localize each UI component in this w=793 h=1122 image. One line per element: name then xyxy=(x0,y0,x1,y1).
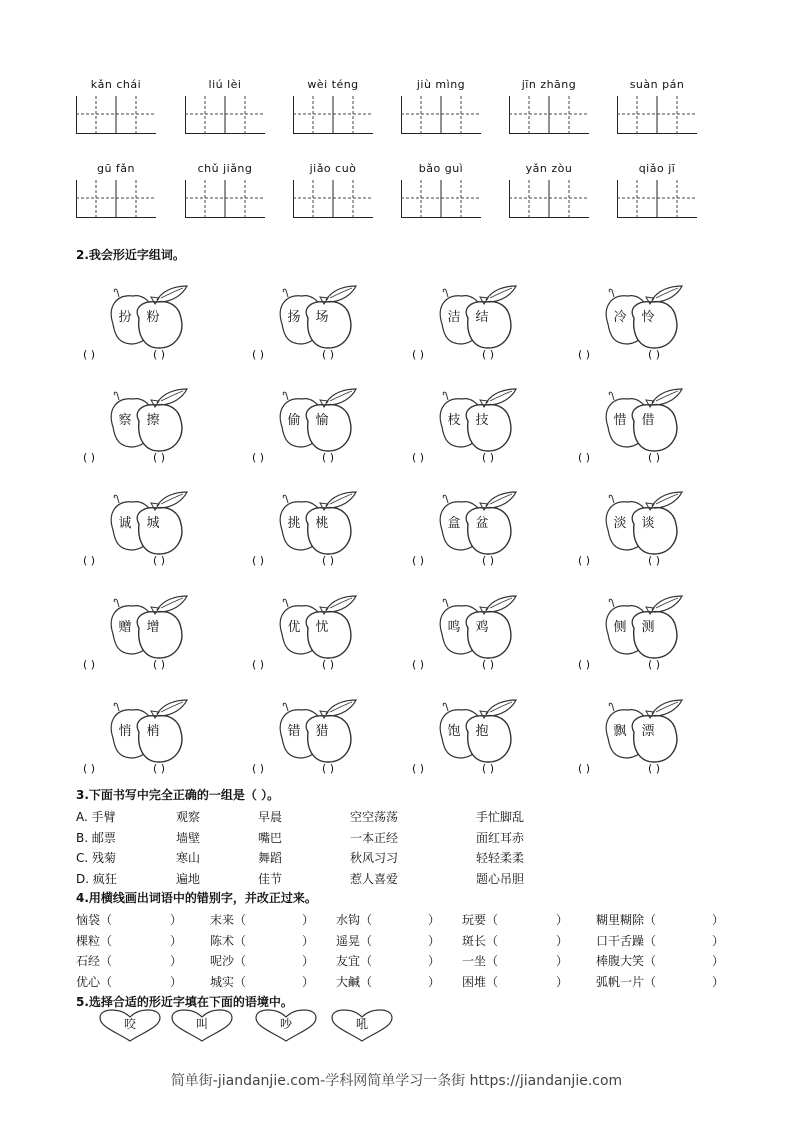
answer-blank[interactable]: ( ) xyxy=(153,348,166,361)
pinyin-row-1 xyxy=(0,78,793,158)
char-right: 猎 xyxy=(315,724,329,739)
pinyin-row-2 xyxy=(0,162,793,242)
answer-blank[interactable]: ( ) xyxy=(648,554,661,567)
apple-pair xyxy=(432,385,572,475)
answer-blank[interactable]: ( ) xyxy=(322,762,335,775)
writing-grid[interactable] xyxy=(401,94,481,134)
char-left: 悄 xyxy=(118,724,132,739)
char-left: 鸣 xyxy=(447,620,461,635)
char-right: 测 xyxy=(641,620,655,635)
char-right: 愉 xyxy=(315,413,329,428)
answer-blank[interactable]: ( ) xyxy=(153,554,166,567)
paren-open: （ xyxy=(644,974,657,989)
paren-open: （ xyxy=(360,913,373,927)
option-word: C. 残菊 xyxy=(76,851,117,865)
apple-pair xyxy=(103,592,243,682)
char-right: 漂 xyxy=(641,724,655,739)
answer-blank[interactable]: ( ) xyxy=(482,554,495,567)
answer-blank[interactable]: ( ) xyxy=(482,762,495,775)
pinyin-text: qiǎo jī xyxy=(638,162,676,175)
paren-open: （ xyxy=(360,954,373,968)
wrong-word[interactable]: 呢沙 xyxy=(210,954,235,968)
writing-grid[interactable] xyxy=(76,94,156,134)
paren-open: （ xyxy=(644,913,657,927)
option-word: 墙壁 xyxy=(176,830,201,845)
paren-open: （ xyxy=(234,974,247,989)
answer-blank[interactable]: ( ) xyxy=(83,348,96,361)
option-word: 题心吊胆 xyxy=(476,871,525,886)
char-right: 忧 xyxy=(315,620,329,635)
apple-pair xyxy=(103,488,243,578)
char-right: 场 xyxy=(315,310,329,325)
answer-blank[interactable]: ( ) xyxy=(252,554,265,567)
writing-grid[interactable] xyxy=(509,94,589,134)
apple-pair xyxy=(598,385,738,475)
answer-blank[interactable]: ( ) xyxy=(578,348,591,361)
paren-open: （ xyxy=(486,954,499,968)
writing-grid[interactable] xyxy=(617,178,697,218)
char-left: 冷 xyxy=(613,310,627,325)
char-right: 技 xyxy=(475,413,489,428)
apple-pair xyxy=(598,592,738,682)
section-2-title: 2.我会形近字组词。 xyxy=(76,248,185,262)
answer-blank[interactable]: ( ) xyxy=(412,554,425,567)
char-right: 结 xyxy=(475,310,489,325)
apple-pair xyxy=(598,696,738,786)
paren-close: ） xyxy=(556,954,569,968)
apple-pair xyxy=(272,696,412,786)
char-right: 梢 xyxy=(146,724,160,739)
paren-open: （ xyxy=(360,974,373,989)
wrong-word[interactable]: 恼袋 xyxy=(76,913,101,927)
apple-pair xyxy=(272,385,412,475)
answer-blank[interactable]: ( ) xyxy=(482,658,495,671)
option-word: 空空荡荡 xyxy=(350,810,399,824)
answer-blank[interactable]: ( ) xyxy=(322,554,335,567)
answer-blank[interactable]: ( ) xyxy=(412,451,425,464)
option-word: A. 手臂 xyxy=(76,810,116,824)
char-right: 抱 xyxy=(475,724,489,739)
paren-close: ） xyxy=(556,913,569,927)
char-right: 增 xyxy=(146,620,160,635)
writing-grid[interactable] xyxy=(509,178,589,218)
paren-close: ） xyxy=(428,933,441,948)
pinyin-text: liú lèi xyxy=(208,78,242,91)
paren-close: ） xyxy=(556,974,569,989)
option-word: 秋风习习 xyxy=(350,851,399,865)
pinyin-text: gū fǎn xyxy=(96,162,136,175)
answer-blank[interactable]: ( ) xyxy=(153,762,166,775)
option-word: D. 疯狂 xyxy=(76,871,117,886)
char-right: 谈 xyxy=(641,516,655,531)
char-left: 扬 xyxy=(287,310,301,325)
char-left: 饱 xyxy=(447,724,461,739)
wrong-word[interactable]: 石经 xyxy=(76,954,101,968)
heart-option[interactable] xyxy=(170,1009,234,1043)
writing-grid[interactable] xyxy=(401,178,481,218)
option-word: 面红耳赤 xyxy=(476,830,525,845)
heart-char: 叫 xyxy=(195,1017,208,1031)
wrong-word[interactable]: 糊里糊除 xyxy=(596,913,645,927)
option-word: 寒山 xyxy=(176,851,201,865)
apple-pair xyxy=(272,592,412,682)
char-right: 盆 xyxy=(475,516,489,531)
answer-blank[interactable]: ( ) xyxy=(648,658,661,671)
wrong-word[interactable]: 大鹹 xyxy=(336,974,361,989)
paren-open: （ xyxy=(234,954,247,968)
answer-blank[interactable]: ( ) xyxy=(648,762,661,775)
pinyin-text: yǎn zòu xyxy=(525,162,573,175)
option-word: 佳节 xyxy=(258,871,283,886)
paren-close: ） xyxy=(428,913,441,927)
answer-blank[interactable]: ( ) xyxy=(252,348,265,361)
option-word: 手忙脚乱 xyxy=(476,810,525,824)
wrong-word[interactable]: 口干舌躁 xyxy=(596,933,645,948)
apple-pair xyxy=(432,696,572,786)
writing-grid[interactable] xyxy=(185,178,265,218)
option-word: 轻轻柔柔 xyxy=(476,851,525,865)
heart-option[interactable] xyxy=(98,1009,162,1043)
char-left: 侧 xyxy=(613,620,627,635)
footer-watermark: 简单街-jiandanjie.com-学科网简单学习一条街 https://jiandanjie.com xyxy=(170,1073,623,1089)
answer-blank[interactable]: ( ) xyxy=(412,348,425,361)
writing-grid[interactable] xyxy=(185,94,265,134)
option-word: 一本正经 xyxy=(350,830,399,845)
char-left: 枝 xyxy=(447,413,461,428)
paren-open: （ xyxy=(100,933,113,948)
char-left: 飘 xyxy=(613,724,627,739)
option-word: 嘴巴 xyxy=(258,830,283,845)
pinyin-text: chǔ jiǎng xyxy=(197,162,253,175)
answer-blank[interactable]: ( ) xyxy=(482,348,495,361)
apple-pair xyxy=(103,385,243,475)
answer-blank[interactable]: ( ) xyxy=(252,762,265,775)
option-word: 观察 xyxy=(176,810,201,824)
answer-blank[interactable]: ( ) xyxy=(412,762,425,775)
char-left: 洁 xyxy=(447,310,461,325)
paren-close: ） xyxy=(712,913,725,927)
char-left: 诚 xyxy=(118,516,132,531)
char-right: 借 xyxy=(641,413,655,428)
section-3-title: 3.下面书写中完全正确的一组是（ ）。 xyxy=(76,788,280,802)
heart-char: 吼 xyxy=(355,1017,368,1031)
answer-blank[interactable]: ( ) xyxy=(83,554,96,567)
apple-pair xyxy=(432,282,572,372)
char-right: 城 xyxy=(146,516,160,531)
apple-pair xyxy=(272,488,412,578)
char-left: 错 xyxy=(287,724,301,739)
option-word: 舞蹈 xyxy=(258,851,283,865)
paren-open: （ xyxy=(100,954,113,968)
paren-open: （ xyxy=(486,913,499,927)
apple-pair xyxy=(103,282,243,372)
answer-blank[interactable]: ( ) xyxy=(252,658,265,671)
paren-open: （ xyxy=(100,913,113,927)
paren-close: ） xyxy=(170,954,183,968)
answer-blank[interactable]: ( ) xyxy=(83,658,96,671)
wrong-word[interactable]: 优心 xyxy=(76,974,101,989)
paren-close: ） xyxy=(428,954,441,968)
pinyin-text: jiù mìng xyxy=(416,78,466,91)
char-right: 鸡 xyxy=(475,620,489,635)
answer-blank[interactable]: ( ) xyxy=(83,762,96,775)
char-left: 察 xyxy=(118,413,132,428)
wrong-word[interactable]: 斑长 xyxy=(462,933,487,948)
wrong-word[interactable]: 困堆 xyxy=(462,974,487,989)
wrong-word[interactable]: 遥晃 xyxy=(336,933,361,948)
paren-open: （ xyxy=(644,954,657,968)
paren-open: （ xyxy=(486,933,499,948)
wrong-word[interactable]: 陈术 xyxy=(210,933,235,948)
wrong-word[interactable]: 玩要 xyxy=(462,913,487,927)
answer-blank[interactable]: ( ) xyxy=(578,451,591,464)
paren-close: ） xyxy=(428,974,441,989)
apple-pair xyxy=(598,282,738,372)
char-right: 粉 xyxy=(146,310,160,325)
paren-close: ） xyxy=(170,913,183,927)
paren-open: （ xyxy=(486,974,499,989)
paren-open: （ xyxy=(360,933,373,948)
paren-close: ） xyxy=(712,974,725,989)
wrong-word[interactable]: 弧帆一片 xyxy=(596,974,645,989)
answer-blank[interactable]: ( ) xyxy=(153,658,166,671)
option-word: 遍地 xyxy=(176,871,201,886)
char-left: 淡 xyxy=(613,516,627,531)
paren-open: （ xyxy=(100,974,113,989)
wrong-word[interactable]: 友宜 xyxy=(336,954,361,968)
paren-close: ） xyxy=(170,974,183,989)
char-left: 惜 xyxy=(613,413,627,428)
answer-blank[interactable]: ( ) xyxy=(578,658,591,671)
paren-close: ） xyxy=(712,954,725,968)
apple-pair xyxy=(432,488,572,578)
section-4-title: 4.用横线画出词语中的错别字，并改正过来。 xyxy=(76,891,317,905)
char-left: 赠 xyxy=(118,620,132,635)
answer-blank[interactable]: ( ) xyxy=(578,762,591,775)
paren-close: ） xyxy=(302,974,315,989)
paren-close: ） xyxy=(302,954,315,968)
apple-pair xyxy=(272,282,412,372)
heart-option[interactable] xyxy=(330,1009,394,1043)
paren-open: （ xyxy=(234,933,247,948)
answer-blank[interactable]: ( ) xyxy=(482,451,495,464)
char-right: 桃 xyxy=(315,516,329,531)
paren-open: （ xyxy=(644,933,657,948)
wrong-word[interactable]: 水钩 xyxy=(336,913,361,927)
paren-open: （ xyxy=(234,913,247,927)
wrong-word[interactable]: 棒腹大笑 xyxy=(596,954,645,968)
apple-pair xyxy=(432,592,572,682)
answer-blank[interactable]: ( ) xyxy=(648,451,661,464)
answer-blank[interactable]: ( ) xyxy=(322,348,335,361)
answer-blank[interactable]: ( ) xyxy=(252,451,265,464)
paren-close: ） xyxy=(302,913,315,927)
heart-option[interactable] xyxy=(254,1009,318,1043)
wrong-word[interactable]: 城实 xyxy=(210,974,235,989)
paren-close: ） xyxy=(712,933,725,948)
heart-char: 咬 xyxy=(123,1017,136,1031)
char-left: 挑 xyxy=(287,516,301,531)
answer-blank[interactable]: ( ) xyxy=(153,451,166,464)
char-right: 擦 xyxy=(146,413,160,428)
char-left: 偷 xyxy=(287,413,301,428)
pinyin-text: kǎn chái xyxy=(90,78,142,91)
section-5-title: 5.选择合适的形近字填在下面的语境中。 xyxy=(76,995,293,1009)
answer-blank[interactable]: ( ) xyxy=(578,554,591,567)
char-left: 扮 xyxy=(118,310,132,325)
paren-close: ） xyxy=(556,933,569,948)
wrong-word[interactable]: 末来 xyxy=(210,913,235,927)
pinyin-text: bǎo guì xyxy=(418,162,464,175)
char-left: 盒 xyxy=(447,516,461,531)
answer-blank[interactable]: ( ) xyxy=(322,658,335,671)
pinyin-text: jiǎo cuò xyxy=(309,162,357,175)
char-right: 怜 xyxy=(641,310,655,325)
answer-blank[interactable]: ( ) xyxy=(322,451,335,464)
answer-blank[interactable]: ( ) xyxy=(648,348,661,361)
answer-blank[interactable]: ( ) xyxy=(83,451,96,464)
writing-grid[interactable] xyxy=(76,178,156,218)
option-word: B. 邮票 xyxy=(76,830,116,845)
heart-char: 吵 xyxy=(279,1017,292,1031)
apple-pair xyxy=(103,696,243,786)
writing-grid[interactable] xyxy=(293,178,373,218)
paren-close: ） xyxy=(170,933,183,948)
paren-close: ） xyxy=(302,933,315,948)
option-word: 早晨 xyxy=(258,810,283,824)
answer-blank[interactable]: ( ) xyxy=(412,658,425,671)
writing-grid[interactable] xyxy=(293,94,373,134)
option-word: 惹人喜爱 xyxy=(350,871,399,886)
wrong-word[interactable]: 一坐 xyxy=(462,954,487,968)
pinyin-text: jīn zhāng xyxy=(521,78,577,91)
pinyin-text: suàn pán xyxy=(629,78,685,91)
apple-pair xyxy=(598,488,738,578)
char-left: 优 xyxy=(287,620,301,635)
writing-grid[interactable] xyxy=(617,94,697,134)
pinyin-text: wèi téng xyxy=(307,78,359,91)
wrong-word[interactable]: 棵粒 xyxy=(76,933,101,948)
